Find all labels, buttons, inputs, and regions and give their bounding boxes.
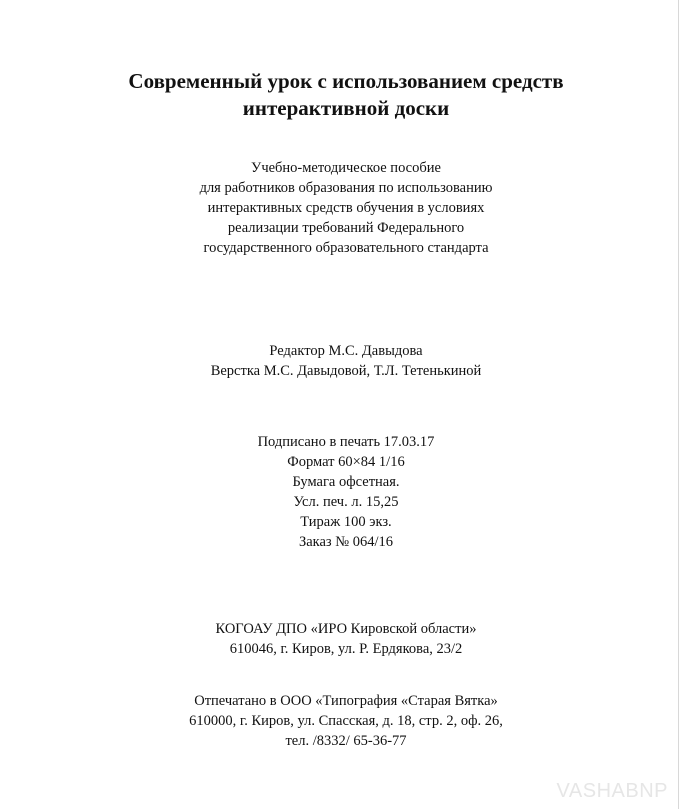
printer-address: 610000, г. Киров, ул. Спасская, д. 18, стр. 2, оф. 26, xyxy=(189,713,503,729)
title-line: интерактивной доски xyxy=(242,96,450,120)
document-title xyxy=(0,68,679,122)
document-subtitle xyxy=(0,158,679,258)
publisher-address: 610046, г. Киров, ул. Р. Ердякова, 23/2 xyxy=(229,641,463,657)
layout-line: Верстка М.С. Давыдовой, Т.Л. Тетенькиной xyxy=(210,363,482,379)
subtitle-line: Учебно-методическое пособие xyxy=(251,160,441,176)
subtitle-line: для работников образования по использованию xyxy=(199,180,493,196)
subtitle-line: интерактивных средств обучения в условиях xyxy=(207,200,485,216)
imprint-line: Усл. печ. л. 15,25 xyxy=(293,494,399,510)
title-line: Современный урок с использованием средств xyxy=(128,69,564,93)
imprint-line: Заказ № 064/16 xyxy=(298,534,394,550)
editor-line: Редактор М.С. Давыдова xyxy=(269,343,423,359)
printer-section xyxy=(0,691,679,751)
imprint-line: Подписано в печать 17.03.17 xyxy=(257,434,435,450)
printer-name: Отпечатано в ООО «Типография «Старая Вятка» xyxy=(194,693,498,709)
imprint-line: Тираж 100 экз. xyxy=(300,514,392,530)
printer-phone: тел. /8332/ 65-36-77 xyxy=(285,733,407,749)
watermark: VASHABNP xyxy=(556,780,668,802)
imprint-line: Бумага офсетная. xyxy=(292,474,400,490)
imprint-line: Формат 60×84 1/16 xyxy=(287,454,405,470)
publisher-name: КОГОАУ ДПО «ИРО Кировской области» xyxy=(215,621,477,637)
subtitle-line: реализации требований Федерального xyxy=(227,220,465,236)
credits-section xyxy=(0,341,679,381)
subtitle-line: государственного образовательного стандарта xyxy=(203,240,489,256)
imprint-section xyxy=(0,432,679,552)
publisher-section xyxy=(0,619,679,659)
